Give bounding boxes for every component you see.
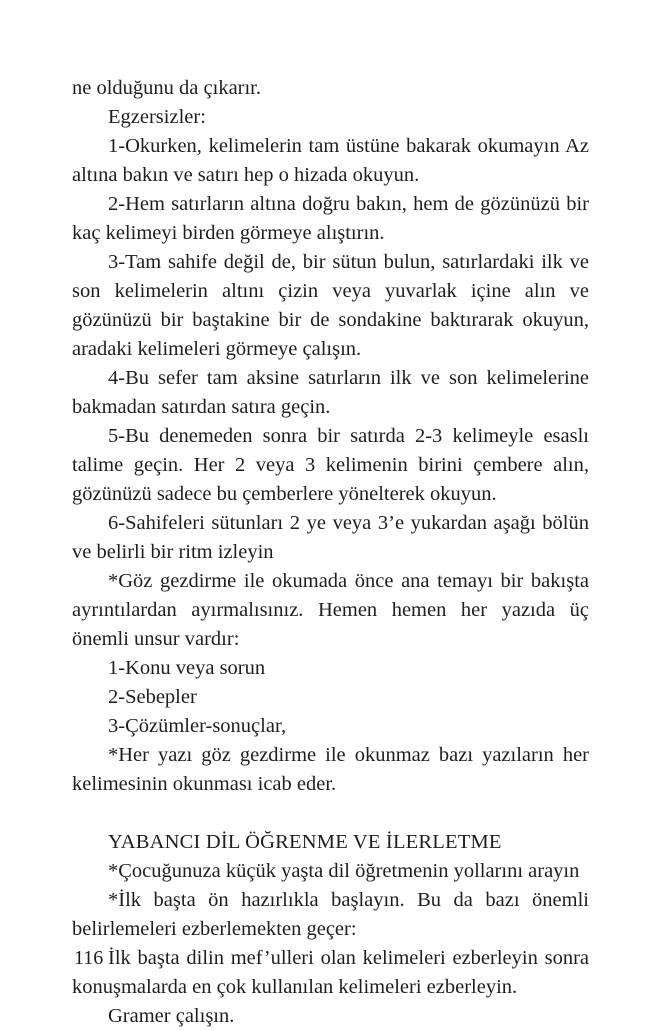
paragraph: ne olduğunu da çıkarır. [72,77,262,99]
paragraph: 1-Okurken, kelimelerin tam üstüne bakarak okumayın Az altına bakın ve satırı hep o hizada okuyun. [72,135,589,186]
page-number: 116 [74,947,104,969]
paragraph: Egzersizler: [108,106,206,128]
paragraph: 6-Sahifeleri sütunları 2 ye veya 3’e yukardan aşağı bölün ve belirli bir ritm izleyin [72,512,589,563]
paragraph-spacer [72,799,589,828]
paragraph: 2-Hem satırların altına doğru bakın, hem de gözünüzü bir kaç kelimeyi birden görmeye alıştırın. [72,193,589,244]
section-heading: YABANCI DİL ÖĞRENME VE İLERLETME [108,831,502,853]
paragraph: 3-Çözümler-sonuçlar, [108,715,287,737]
paragraph: *Çocuğunuza küçük yaşta dil öğretmenin yollarını arayın [108,860,580,882]
paragraph: 2-Sebepler [108,686,197,708]
paragraph: 1-Konu veya sorun [108,657,266,679]
paragraph: Gramer çalışın. [108,1005,235,1027]
paragraph: *İlk başta ön hazırlıkla başlayın. Bu da bazı önemli belirlemeleri ezberlemekten geçer: [72,889,589,940]
paragraph: 4-Bu sefer tam aksine satırların ilk ve son kelimelerine bakmadan satırdan satıra geçin. [72,367,589,418]
paragraph: 3-Tam sahife değil de, bir sütun bulun, satırlardaki ilk ve son kelimelerin altını çizin veya yuvarlak içine alın ve gözünüzü bir baştakine bir de sondakine baktırarak okuyun, aradaki kelimeleri görmeye çalışın. [72,251,589,360]
paragraph: İlk başta dilin mef’ulleri olan kelimeleri ezberleyin sonra konuşmalarda en çok kullanılan kelimeleri ezberleyin. [72,947,589,998]
page-body-text [72,74,589,1031]
paragraph: *Her yazı göz gezdirme ile okunmaz bazı yazıların her kelimesinin okunması icab eder. [72,744,589,795]
paragraph: 5-Bu denemeden sonra bir satırda 2-3 kelimeyle esaslı talime geçin. Her 2 veya 3 kelimenin birini çembere alın, gözünüzü sadece bu çemberlere yönelterek okuyun. [72,425,589,505]
paragraph: *Göz gezdirme ile okumada önce ana temayı bir bakışta ayrıntılardan ayırmalısınız. Hemen hemen her yazıda üç önemli unsur vardır: [72,570,589,650]
